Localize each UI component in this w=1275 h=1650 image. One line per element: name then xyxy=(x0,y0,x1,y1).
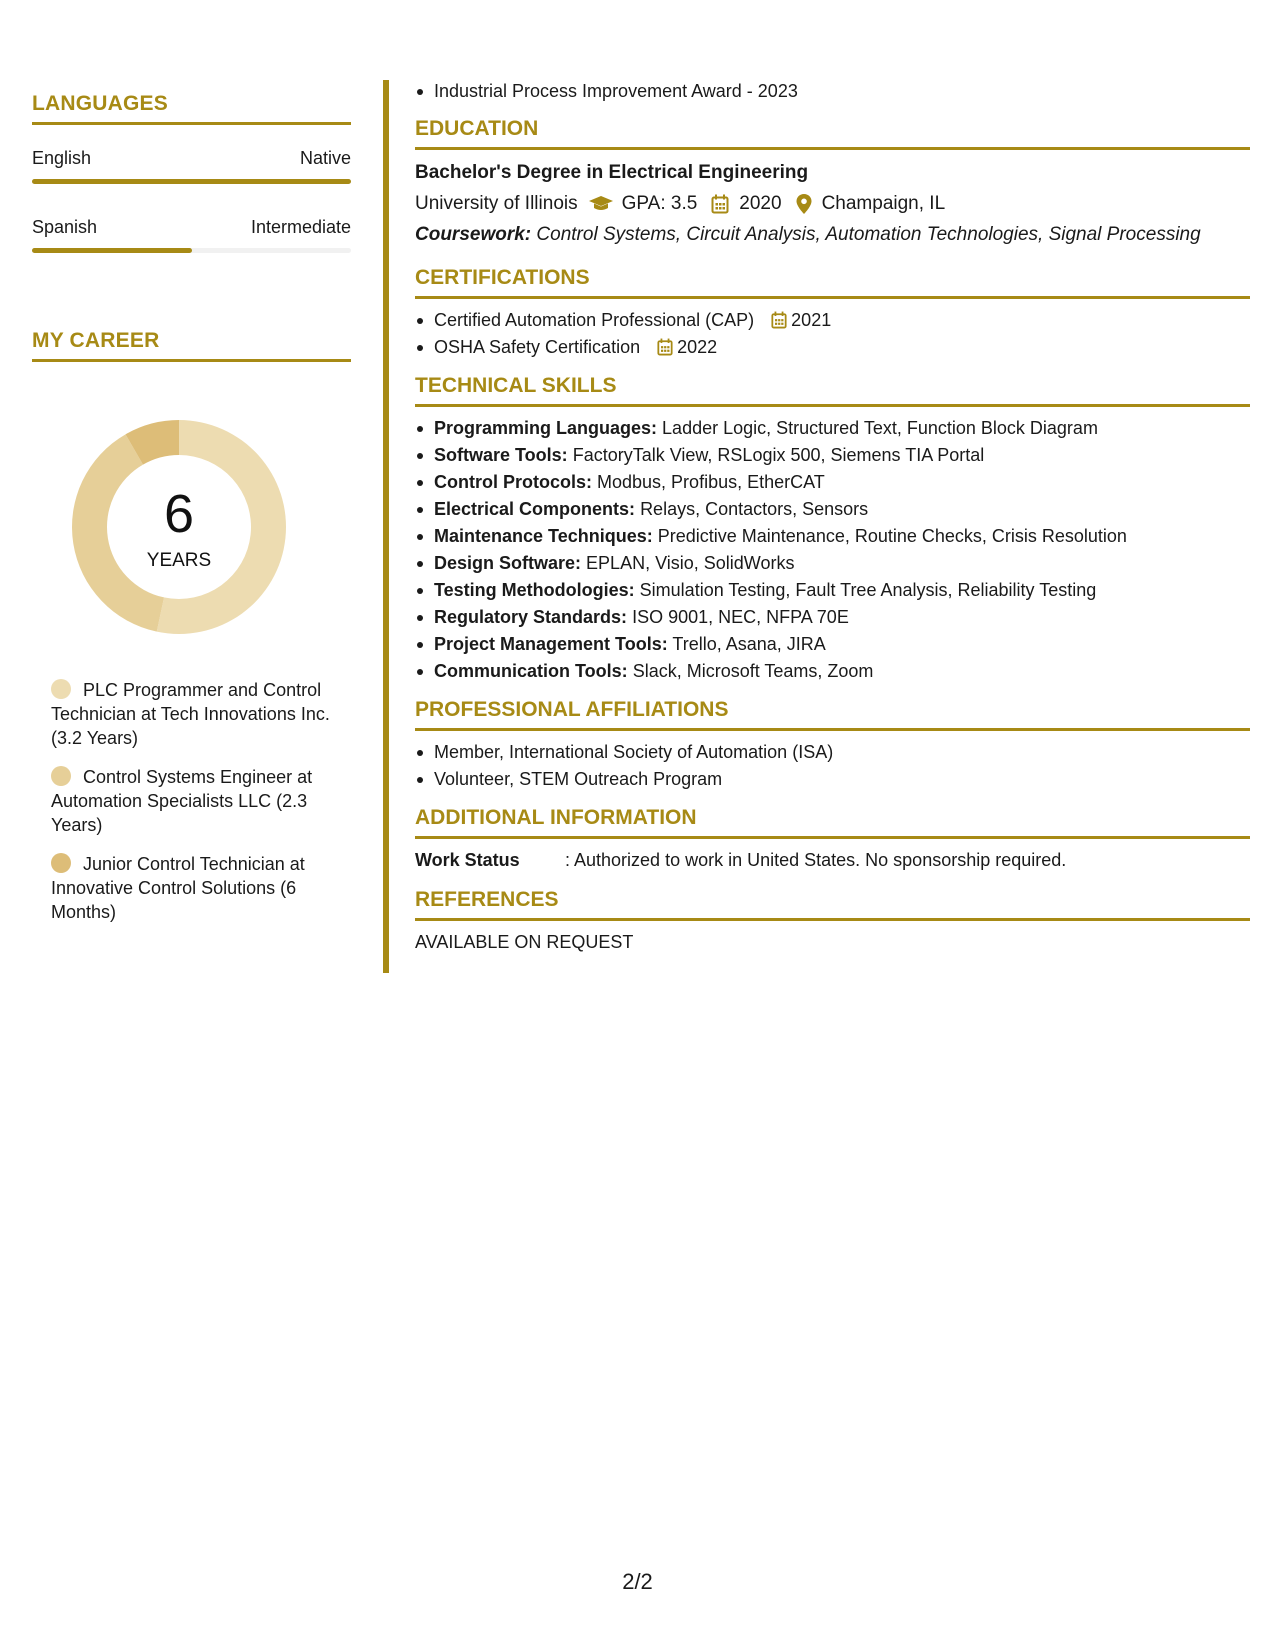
career-years-label: YEARS xyxy=(146,550,212,571)
skill-value: FactoryTalk View, RSLogix 500, Siemens TIA Portal xyxy=(572,445,985,465)
location-pin-icon xyxy=(796,194,812,214)
career-legend-item xyxy=(51,852,341,924)
language-proficiency-bar xyxy=(32,179,351,184)
language-proficiency-fill xyxy=(32,179,351,184)
skill-label: Electrical Components: xyxy=(434,499,636,519)
skill-label: Programming Languages: xyxy=(434,418,658,438)
skill-value: EPLAN, Visio, SolidWorks xyxy=(586,553,795,573)
column-divider xyxy=(383,80,389,973)
skill-label: Design Software: xyxy=(434,553,582,573)
language-item xyxy=(32,216,351,253)
skill-label: Communication Tools: xyxy=(434,661,628,681)
right-column xyxy=(415,78,1250,956)
certification-name: Certified Automation Professional (CAP) xyxy=(434,310,755,330)
language-level: Native xyxy=(299,148,351,168)
work-status-label: Work Status xyxy=(415,850,520,870)
career-donut-chart xyxy=(66,414,292,640)
career-total-years: 6 xyxy=(163,484,195,544)
skill-item xyxy=(415,550,1250,577)
skill-item xyxy=(415,658,1250,685)
certification-year: 2021 xyxy=(791,310,832,330)
skills-list xyxy=(415,415,1250,685)
award-item: Industrial Process Improvement Award - 2023 xyxy=(415,78,1250,105)
skill-item xyxy=(415,577,1250,604)
affiliations-heading: PROFESSIONAL AFFILIATIONS xyxy=(415,698,1250,731)
coursework-list: Control Systems, Circuit Analysis, Automation Technologies, Signal Processing xyxy=(536,224,1201,245)
skill-value: Trello, Asana, JIRA xyxy=(672,634,826,654)
legend-text: Control Systems Engineer at Automation Specialists LLC (2.3 Years) xyxy=(51,767,313,835)
legend-text: Junior Control Technician at Innovative Control Solutions (6 Months) xyxy=(51,854,305,922)
calendar-icon xyxy=(711,194,729,214)
skill-item xyxy=(415,631,1250,658)
certifications-heading: CERTIFICATIONS xyxy=(415,266,1250,299)
work-status-value: : Authorized to work in United States. No sponsorship required. xyxy=(565,850,1067,870)
language-name: English xyxy=(32,148,92,168)
education-heading: EDUCATION xyxy=(415,117,1250,150)
certification-year: 2022 xyxy=(677,337,718,357)
skill-value: Relays, Contactors, Sensors xyxy=(640,499,869,519)
language-name: Spanish xyxy=(32,217,98,237)
legend-text: PLC Programmer and Control Technician at Tech Innovations Inc. (3.2 Years) xyxy=(51,680,330,748)
work-status-row xyxy=(415,847,1250,874)
languages-heading: LANGUAGES xyxy=(32,92,351,125)
skill-value: Predictive Maintenance, Routine Checks, Crisis Resolution xyxy=(657,526,1127,546)
skill-item xyxy=(415,469,1250,496)
language-item xyxy=(32,147,351,184)
affiliation-item: Member, International Society of Automation (ISA) xyxy=(415,739,1250,766)
affiliation-item: Volunteer, STEM Outreach Program xyxy=(415,766,1250,793)
coursework-label: Coursework: xyxy=(415,224,532,245)
calendar-icon xyxy=(657,338,673,356)
career-legend-item xyxy=(51,765,341,837)
career-legend-item xyxy=(51,678,341,750)
legend-dot xyxy=(51,679,71,699)
awards-list xyxy=(415,78,1250,105)
skill-label: Control Protocols: xyxy=(434,472,592,492)
page-number: 2/2 xyxy=(622,1569,653,1594)
degree-title: Bachelor's Degree in Electrical Engineering xyxy=(415,162,809,183)
skill-value: Ladder Logic, Structured Text, Function Block Diagram xyxy=(662,418,1098,438)
skill-item xyxy=(415,496,1250,523)
skill-item xyxy=(415,415,1250,442)
calendar-icon xyxy=(771,311,787,329)
language-proficiency-fill xyxy=(32,248,192,253)
skill-value: Modbus, Profibus, EtherCAT xyxy=(597,472,825,492)
school-location: Champaign, IL xyxy=(821,193,946,214)
coursework xyxy=(415,219,1250,250)
career-heading: MY CAREER xyxy=(32,329,351,362)
language-level: Intermediate xyxy=(250,217,351,237)
certification-item xyxy=(415,307,1250,334)
skill-value: ISO 9001, NEC, NFPA 70E xyxy=(632,607,849,627)
references-text: AVAILABLE ON REQUEST xyxy=(415,932,634,952)
skill-item xyxy=(415,442,1250,469)
legend-dot xyxy=(51,853,71,873)
graduation-year: 2020 xyxy=(739,193,782,214)
legend-dot xyxy=(51,766,71,786)
skill-label: Testing Methodologies: xyxy=(434,580,635,600)
education-details xyxy=(415,188,1250,219)
language-proficiency-bar xyxy=(32,248,351,253)
skill-value: Slack, Microsoft Teams, Zoom xyxy=(632,661,874,681)
certification-item xyxy=(415,334,1250,361)
skill-value: Simulation Testing, Fault Tree Analysis, Reliability Testing xyxy=(639,580,1097,600)
skill-label: Maintenance Techniques: xyxy=(434,526,653,546)
certifications-list xyxy=(415,307,1250,361)
skill-item xyxy=(415,523,1250,550)
school-name: University of Illinois xyxy=(415,193,578,214)
additional-info-heading: ADDITIONAL INFORMATION xyxy=(415,806,1250,839)
graduation-cap-icon xyxy=(588,195,614,213)
skill-label: Regulatory Standards: xyxy=(434,607,628,627)
technical-skills-heading: TECHNICAL SKILLS xyxy=(415,374,1250,407)
skill-label: Project Management Tools: xyxy=(434,634,668,654)
skill-item xyxy=(415,604,1250,631)
references-heading: REFERENCES xyxy=(415,888,1250,921)
certification-name: OSHA Safety Certification xyxy=(434,337,641,357)
gpa: GPA: 3.5 xyxy=(621,193,698,214)
affiliations-list xyxy=(415,739,1250,793)
skill-label: Software Tools: xyxy=(434,445,568,465)
left-column xyxy=(32,92,351,362)
